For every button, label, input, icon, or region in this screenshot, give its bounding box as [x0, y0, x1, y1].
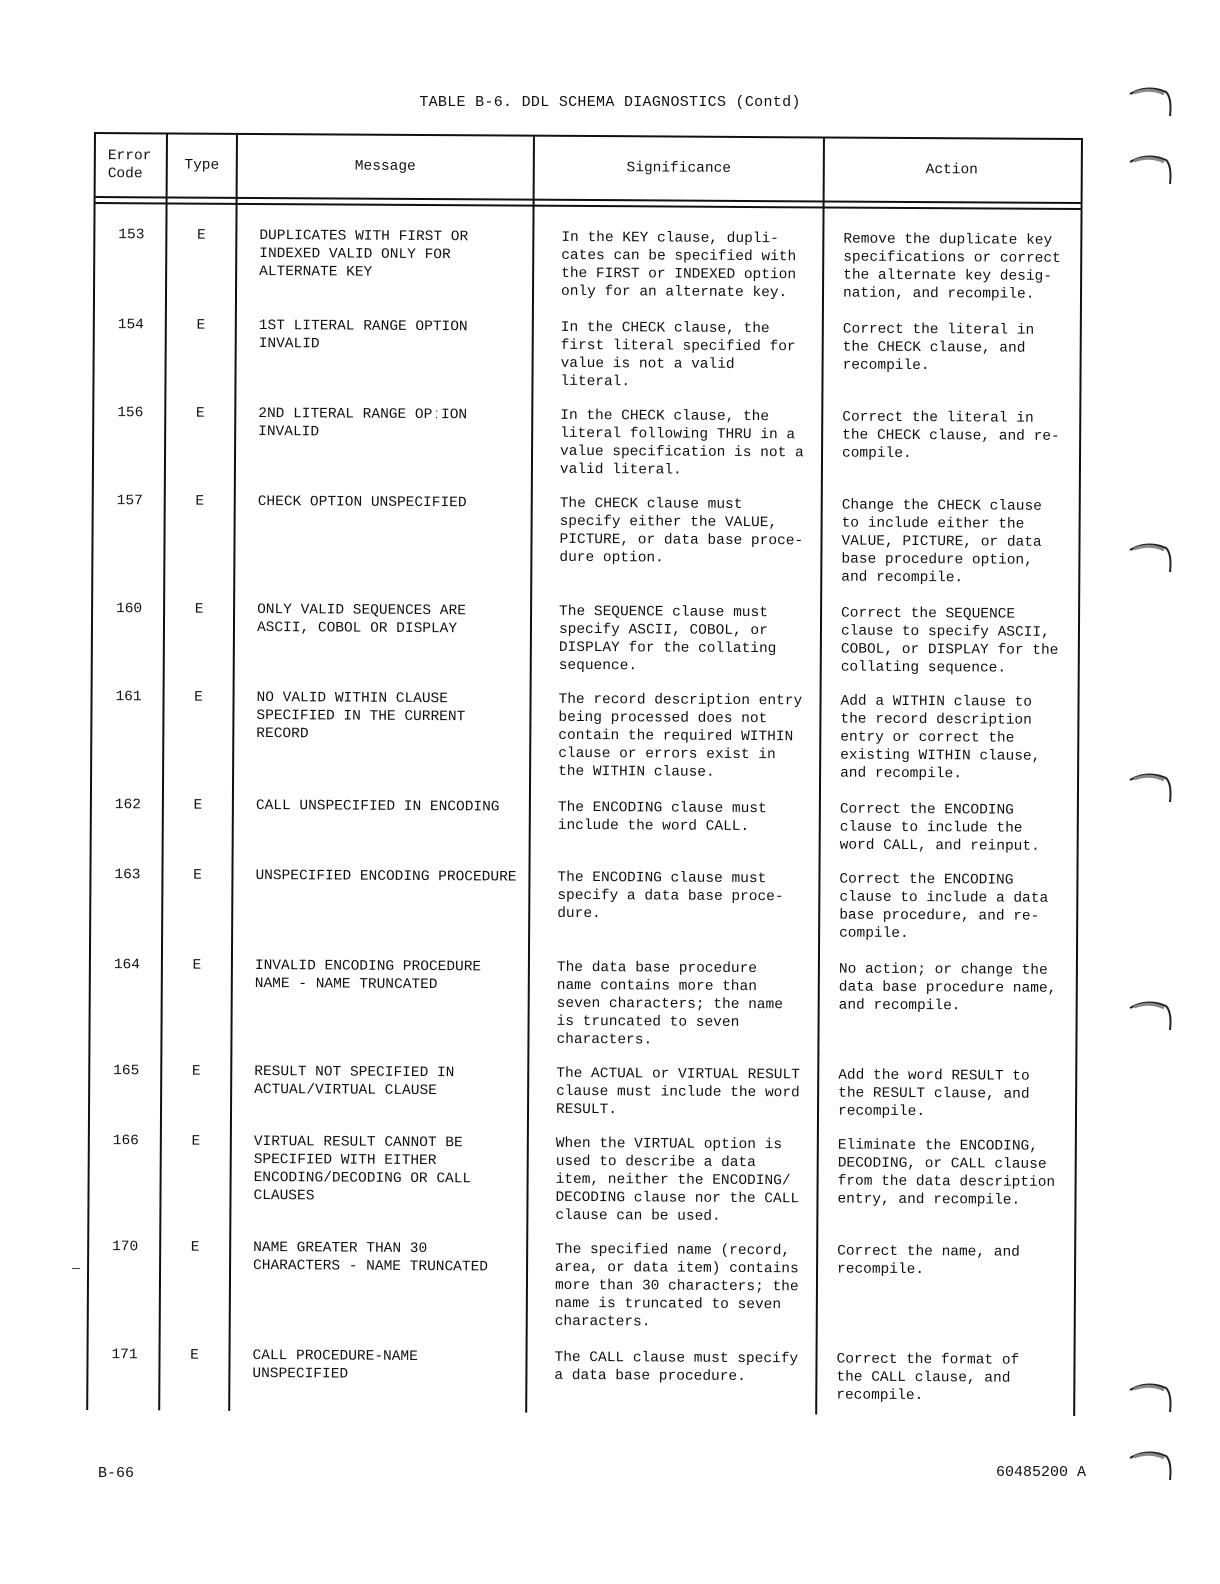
- binder-hole-icon: [1128, 1378, 1176, 1414]
- significance: The specified name (record, area, or data item) contains more than 30 characters; the name is truncated to seven characters.: [554, 1241, 799, 1331]
- message: NAME GREATER THAN 30 CHARACTERS - NAME TRUNCATED: [253, 1239, 489, 1276]
- error-type: E: [191, 1063, 201, 1080]
- action: Add the word RESULT to the RESULT clause, and recompile.: [837, 1067, 1030, 1121]
- action: Correct the ENCODING clause to include the word CALL, and reinput.: [839, 801, 1040, 855]
- significance: In the KEY clause, dupli- cates can be specified with the FIRST or INDEXED option only for an alternate key.: [560, 229, 797, 302]
- error-code: 157: [116, 493, 143, 510]
- error-code: 171: [111, 1347, 138, 1364]
- table-row: [93, 688, 1078, 783]
- error-code: 153: [118, 227, 145, 244]
- message: NO VALID WITHIN CLAUSE SPECIFIED IN THE CURRENT RECORD: [256, 690, 466, 743]
- table-row: [90, 1132, 1075, 1225]
- error-type: E: [190, 1239, 200, 1256]
- action: Correct the format of the CALL clause, and recompile.: [836, 1351, 1020, 1405]
- error-type: E: [193, 867, 202, 884]
- page-number: B-66: [98, 1465, 135, 1482]
- message: INVALID ENCODING PROCEDURE NAME - NAME TRUNCATED: [254, 957, 482, 994]
- error-type: E: [196, 227, 206, 244]
- significance: The data base procedure name contains more than seven characters; the name is truncated to seven characters.: [556, 959, 783, 1049]
- header-error-code: Error Code: [107, 148, 152, 183]
- table-row: [92, 796, 1077, 855]
- error-code: 166: [112, 1133, 139, 1150]
- header-significance: Significance: [626, 160, 732, 177]
- table-row: [89, 1238, 1074, 1331]
- message: CALL PROCEDURE-NAME UNSPECIFIED: [252, 1347, 418, 1383]
- error-type: E: [195, 493, 205, 510]
- diagnostics-table: [86, 132, 1083, 1416]
- error-type: E: [194, 689, 203, 706]
- message: RESULT NOT SPECIFIED IN ACTUAL/VIRTUAL CLAUSE: [254, 1063, 455, 1100]
- message: DUPLICATES WITH FIRST OR INDEXED VALID ONLY FOR ALTERNATE KEY: [259, 228, 469, 281]
- message: UNSPECIFIED ENCODING PROCEDURE: [255, 868, 517, 886]
- error-code: 160: [115, 601, 143, 618]
- action: Change the CHECK clause to include either the VALUE, PICTURE, or data base procedure option, and recompile.: [841, 497, 1042, 587]
- table-row: [89, 1346, 1074, 1405]
- table-row: [93, 600, 1078, 677]
- error-code: 163: [114, 867, 141, 884]
- significance: The CHECK clause must specify either the VALUE, PICTURE, or data base proce- dure option.: [559, 495, 804, 567]
- message: 2ND LITERAL RANGE OPːION INVALID: [258, 406, 468, 441]
- error-type: E: [196, 317, 206, 334]
- message: 1ST LITERAL RANGE OPTION INVALID: [258, 318, 468, 353]
- error-type: E: [192, 957, 202, 974]
- table-row: [95, 226, 1080, 303]
- error-code: 154: [117, 317, 144, 334]
- header-action: Action: [925, 162, 978, 179]
- action: Correct the literal in the CHECK clause, and recompile.: [842, 321, 1035, 375]
- action: Correct the SEQUENCE clause to specify ASCII, COBOL, or DISPLAY for the collating sequence.: [840, 605, 1059, 677]
- binder-hole-icon: [1128, 996, 1176, 1032]
- header-type: Type: [184, 157, 220, 174]
- binder-hole-icon: [1128, 1446, 1176, 1482]
- action: Correct the literal in the CHECK clause, and re- compile.: [842, 409, 1060, 463]
- table-row: [94, 404, 1079, 479]
- significance: The SEQUENCE clause must specify ASCII, COBOL, or DISPLAY for the collating sequence.: [558, 603, 777, 675]
- header-rule: [96, 202, 1081, 210]
- error-code: 161: [115, 689, 142, 706]
- action: Remove the duplicate key specifications or correct the alternate key desig- nation, and recompile.: [842, 231, 1061, 303]
- significance: The ENCODING clause must include the word CALL.: [557, 799, 767, 836]
- message: CALL UNSPECIFIED IN ENCODING: [255, 798, 500, 816]
- header-message: Message: [354, 158, 416, 175]
- binder-hole-icon: [1128, 82, 1176, 118]
- error-type: E: [194, 601, 204, 618]
- action: Correct the name, and recompile.: [837, 1243, 1020, 1279]
- binder-hole-icon: [1128, 150, 1176, 186]
- error-type: E: [190, 1347, 199, 1364]
- action: No action; or change the data base procedure name, and recompile.: [838, 961, 1057, 1015]
- table-title: TABLE B-6. DDL SCHEMA DIAGNOSTICS (Contd): [419, 94, 801, 111]
- action: Add a WITHIN clause to the record description entry or correct the existing WITHIN clause, and recompile.: [840, 693, 1041, 783]
- table-row: [90, 1062, 1075, 1121]
- action: Correct the ENCODING clause to include a data base procedure, and re- compile.: [839, 871, 1049, 942]
- error-code: 162: [114, 797, 141, 814]
- error-type: E: [195, 405, 205, 422]
- error-code: 170: [112, 1239, 139, 1256]
- message: ONLY VALID SEQUENCES ARE ASCII, COBOL OR DISPLAY: [256, 602, 466, 638]
- table-row: [92, 866, 1077, 942]
- significance: When the VIRTUAL option is used to describe a data item, neither the ENCODING/ DECODING clause nor the CALL clause can be used.: [555, 1135, 800, 1225]
- message: VIRTUAL RESULT CANNOT BE SPECIFIED WITH EITHER ENCODING/DECODING OR CALL CLAUSES: [253, 1133, 472, 1205]
- significance: In the CHECK clause, the literal following THRU in a value specification is not a valid literal.: [559, 407, 804, 479]
- binder-hole-icon: [1128, 538, 1176, 574]
- significance: The ACTUAL or VIRTUAL RESULT clause must include the word RESULT.: [555, 1065, 800, 1119]
- document-number: 60485200 A: [996, 1464, 1087, 1481]
- error-code: 156: [117, 405, 144, 422]
- significance: The CALL clause must specify a data base procedure.: [554, 1349, 799, 1386]
- error-type: E: [191, 1133, 201, 1150]
- margin-mark: [72, 1268, 80, 1269]
- table-row: [94, 492, 1079, 587]
- action: Eliminate the ENCODING, DECODING, or CALL clause from the data description entry, and recompile.: [837, 1137, 1056, 1209]
- error-type: E: [193, 797, 203, 814]
- significance: In the CHECK clause, the first literal specified for value is not a valid literal.: [560, 319, 796, 391]
- error-code: 164: [113, 957, 141, 974]
- binder-hole-icon: [1128, 768, 1176, 804]
- significance: The ENCODING clause must specify a data base proce- dure.: [557, 869, 784, 923]
- error-code: 165: [113, 1063, 140, 1080]
- significance: The record description entry being processed does not contain the required WITHIN clause or errors exist in the WITHIN clause.: [558, 691, 803, 781]
- table-row: [95, 316, 1080, 391]
- message: CHECK OPTION UNSPECIFIED: [257, 494, 467, 512]
- table-row: [91, 956, 1076, 1049]
